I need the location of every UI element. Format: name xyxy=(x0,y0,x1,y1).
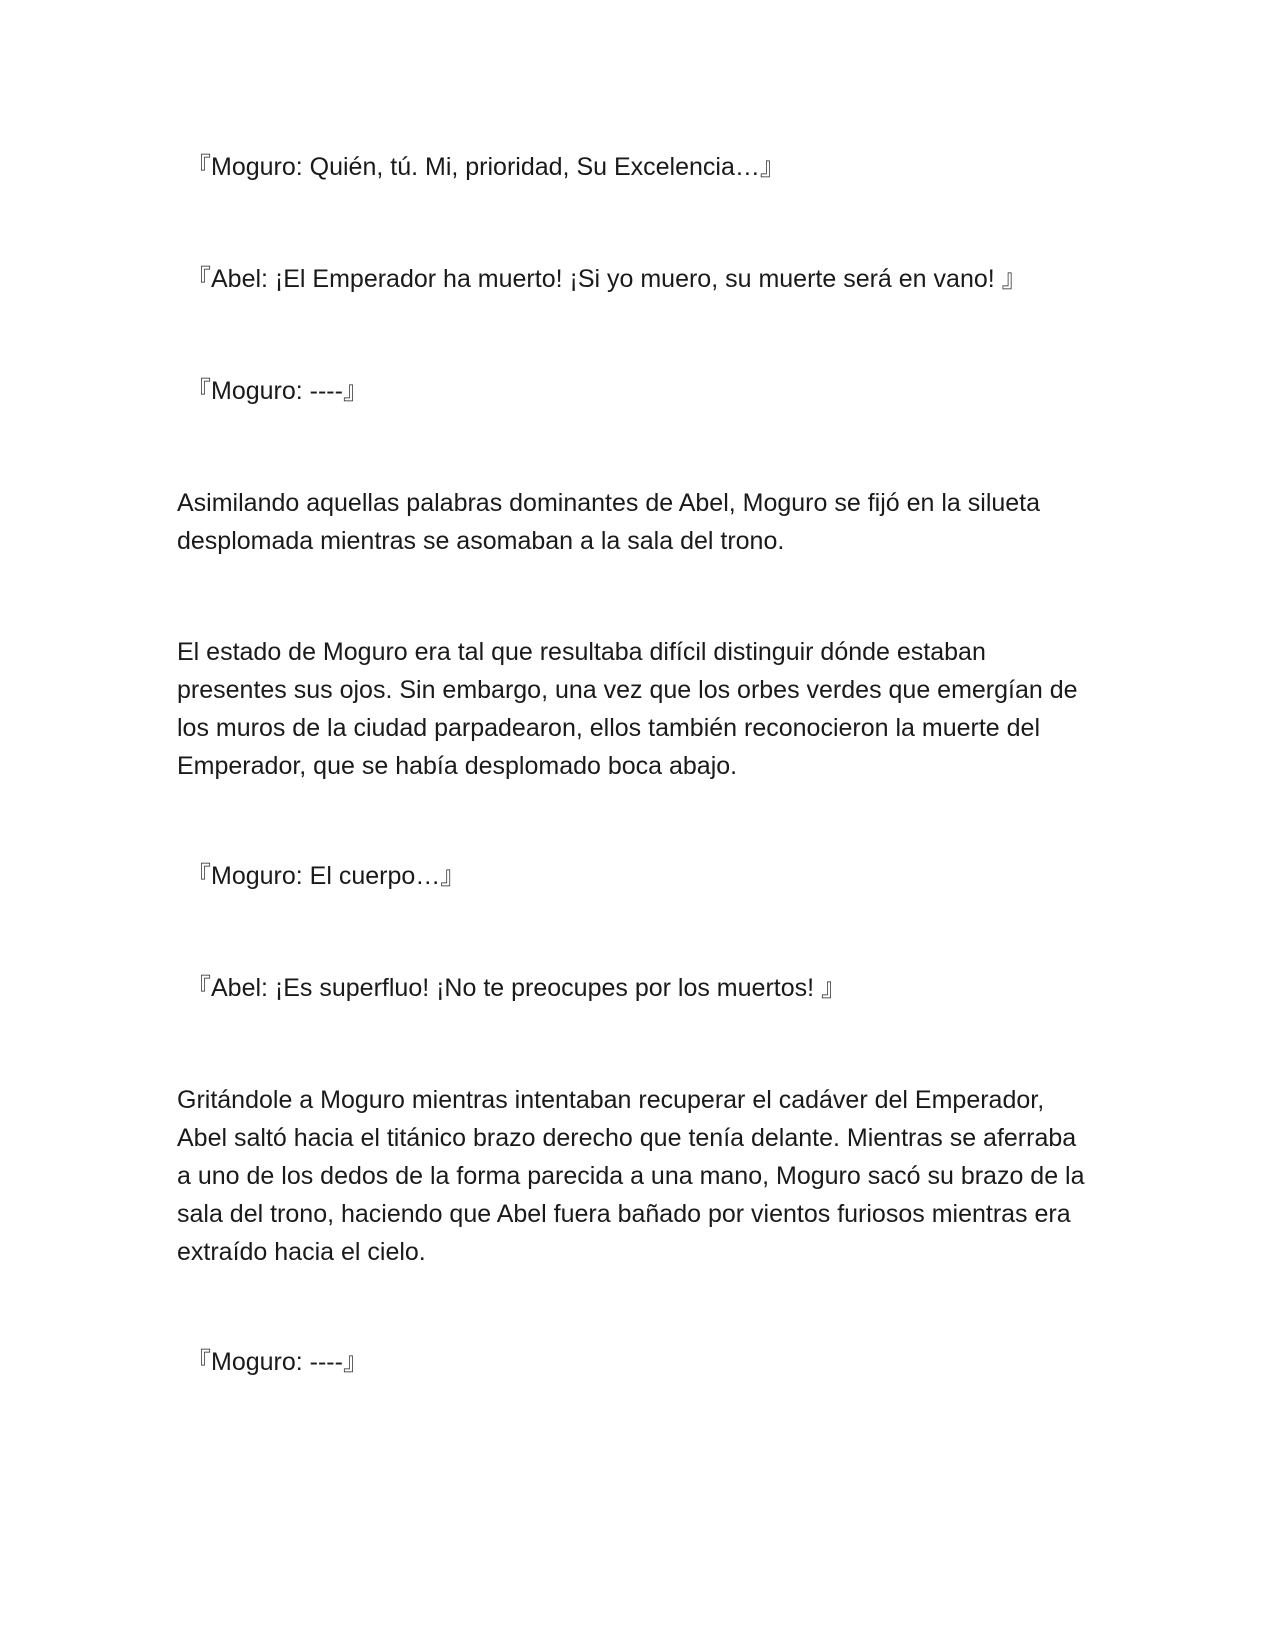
narrative-paragraph: Gritándole a Moguro mientras intentaban recuperar el cadáver del Emperador, Abel saltó hacia el titánico brazo derecho que tenía delante. Mientras se aferraba a uno de los dedos de la forma parecida a una mano, Moguro sacó su brazo de la sala del trono, haciendo que Abel fuera bañado por vientos furiosos mientras era extraído hacia el cielo. xyxy=(177,1086,1092,1266)
dialogue-line: 『Moguro: El cuerpo…』 xyxy=(186,862,466,890)
dialogue-line: 『Moguro: Quién, tú. Mi, prioridad, Su Excelencia…』 xyxy=(186,153,785,181)
dialogue-line: 『Moguro: ----』 xyxy=(186,1348,368,1376)
narrative-paragraph: Asimilando aquellas palabras dominantes de Abel, Moguro se fijó en la silueta desplomada mientras se asomaban a la sala del trono. xyxy=(177,489,1047,555)
dialogue-line: 『Abel: ¡El Emperador ha muerto! ¡Si yo muero, su muerte será en vano! 』 xyxy=(186,265,1027,293)
narrative-paragraph: El estado de Moguro era tal que resultaba difícil distinguir dónde estaban presentes sus ojos. Sin embargo, una vez que los orbes verdes que emergían de los muros de la ciudad parpadearon, ellos también reconocieron la muerte del Emperador, que se había desplomado boca abajo. xyxy=(177,638,1085,780)
dialogue-line: 『Moguro: ----』 xyxy=(186,377,368,405)
dialogue-line: 『Abel: ¡Es superfluo! ¡No te preocupes por los muertos! 』 xyxy=(186,974,847,1002)
